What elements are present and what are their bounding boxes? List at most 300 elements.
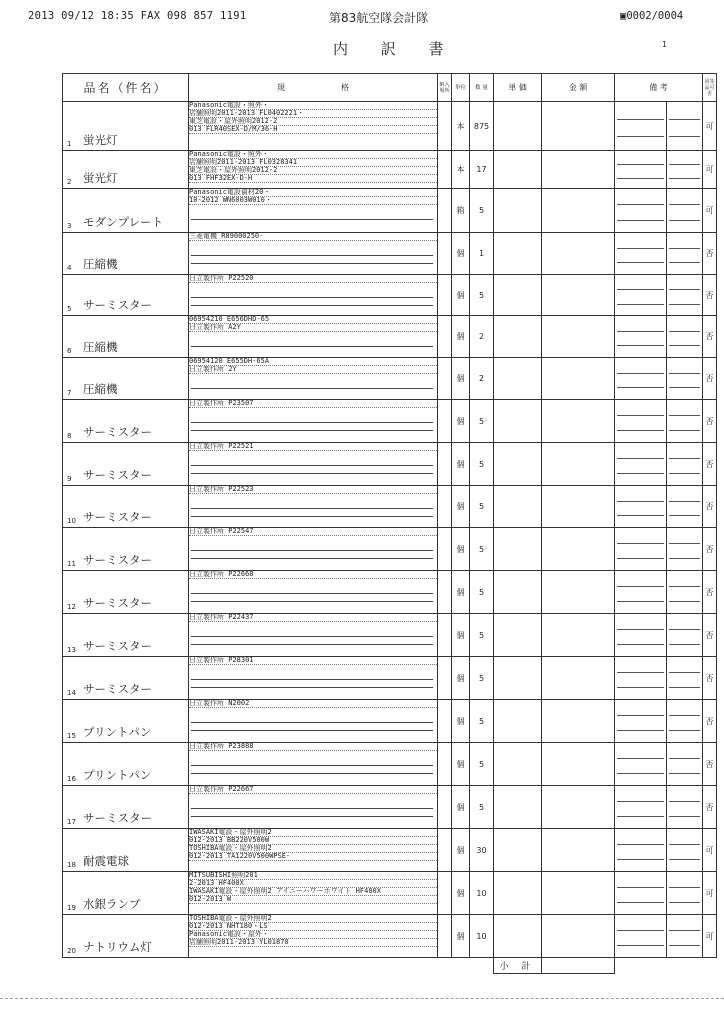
table-row (63, 486, 717, 528)
item-name: サーミスター (83, 639, 152, 653)
row-number: 14 (67, 689, 76, 697)
qty-cell: 2 (470, 358, 494, 400)
spec-cell (189, 915, 438, 958)
spec-line: 店舗照明2011-2013 FL0328341 (189, 159, 437, 167)
item-name-cell (63, 872, 189, 915)
qty-cell: 5 (470, 571, 494, 614)
spec-line: 日立製作所 P23507 (189, 400, 437, 408)
row-number: 8 (67, 432, 72, 440)
spec-line: 日立製作所 P22523 (189, 486, 437, 494)
qty-cell: 5 (470, 700, 494, 743)
delivery-cell (438, 358, 452, 400)
qty-cell: 5 (470, 275, 494, 316)
subtotal-blank (63, 958, 494, 974)
remark-cell (615, 400, 667, 443)
spec-line: 2-2013 HF400X (189, 880, 437, 888)
spec-rule (191, 516, 433, 517)
spec-rule (191, 430, 433, 431)
unit-price-cell (494, 400, 542, 443)
spec-cell (189, 614, 438, 657)
item-name-cell (63, 915, 189, 958)
delivery-cell (438, 233, 452, 275)
spec-rule (191, 473, 433, 474)
amount-cell (542, 786, 615, 829)
spec-cell (189, 786, 438, 829)
spec-line: 店舗照明2011-2013 FL0402221・ (189, 110, 437, 118)
row-number: 1 (67, 140, 72, 148)
fax-page-counter (620, 10, 683, 22)
amount-cell (542, 233, 615, 275)
item-name: サーミスター (83, 468, 152, 482)
table-row (63, 400, 717, 443)
compat-flag: 否 (703, 443, 717, 486)
unit-cell: 個 (452, 700, 470, 743)
spec-cell (189, 486, 438, 528)
qty-cell: 2 (470, 316, 494, 358)
amount-cell (542, 189, 615, 233)
qty-cell: 5 (470, 786, 494, 829)
item-name: プリントパン (83, 768, 152, 782)
remark-cell-2 (667, 528, 703, 571)
unit-price-cell (494, 358, 542, 400)
item-name-cell (63, 102, 189, 151)
compat-flag: 否 (703, 786, 717, 829)
spec-rule (191, 550, 433, 551)
page-number: 1 (662, 40, 668, 49)
subtotal-label: 小 計 (494, 958, 542, 974)
spec-line: 日立製作所 N2002 (189, 700, 437, 708)
amount-cell (542, 614, 615, 657)
spec-rule (191, 558, 433, 559)
delivery-cell (438, 151, 452, 189)
item-name-cell (63, 400, 189, 443)
qty-cell: 875 (470, 102, 494, 151)
item-name: サーミスター (83, 425, 152, 439)
amount-cell (542, 743, 615, 786)
unit-price-cell (494, 233, 542, 275)
item-name: サーミスター (83, 298, 152, 312)
amount-cell (542, 915, 615, 958)
remark-cell (615, 358, 667, 400)
unit-cell: 個 (452, 316, 470, 358)
remark-cell-2 (667, 275, 703, 316)
unit-price-cell (494, 571, 542, 614)
compat-flag: 否 (703, 486, 717, 528)
fax-datetime: 2013 09/12 18:35 FAX 098 857 1191 (28, 10, 247, 22)
header-item: 品名（件名） (63, 74, 189, 102)
spec-cell (189, 233, 438, 275)
unit-cell: 個 (452, 872, 470, 915)
fax-icon: ▣ (620, 10, 627, 22)
item-name-cell (63, 743, 189, 786)
unit-cell: 個 (452, 743, 470, 786)
compat-flag: 否 (703, 275, 717, 316)
delivery-cell (438, 872, 452, 915)
delivery-cell (438, 528, 452, 571)
spec-rule (191, 422, 433, 423)
spec-line: 10-2012 WN6003W010・ (189, 197, 437, 205)
spec-line: 日立製作所 2Y (189, 366, 437, 374)
unit-price-cell (494, 528, 542, 571)
spec-cell (189, 151, 438, 189)
item-name-cell (63, 614, 189, 657)
unit-cell: 個 (452, 657, 470, 700)
spec-rule (191, 465, 433, 466)
unit-cell: 個 (452, 915, 470, 958)
spec-line: 013 FHF32EX-D-H (189, 175, 437, 183)
remark-cell-2 (667, 102, 703, 151)
spec-line: 012-2013 BB220V500W (189, 837, 437, 845)
table-row (63, 275, 717, 316)
spec-cell (189, 829, 438, 872)
spec-rule (191, 601, 433, 602)
spec-rule (191, 593, 433, 594)
item-name: サーミスター (83, 682, 152, 696)
unit-price-cell (494, 700, 542, 743)
table-row (63, 151, 717, 189)
table-row (63, 528, 717, 571)
unit-price-cell (494, 786, 542, 829)
spec-line: 店舗照明2011-2013 YL01870 (189, 939, 437, 947)
spec-cell (189, 316, 438, 358)
remark-cell-2 (667, 700, 703, 743)
qty-cell: 5 (470, 189, 494, 233)
delivery-cell (438, 700, 452, 743)
unit-cell: 個 (452, 829, 470, 872)
remark-cell-2 (667, 358, 703, 400)
item-name: プリントパン (83, 725, 152, 739)
header-unit-price: 単 価 (494, 74, 542, 102)
amount-cell (542, 151, 615, 189)
row-number: 19 (67, 904, 76, 912)
amount-cell (542, 486, 615, 528)
unit-cell: 個 (452, 786, 470, 829)
unit-cell: 本 (452, 102, 470, 151)
fax-divider (0, 998, 724, 999)
remark-cell (615, 915, 667, 958)
item-name-cell (63, 486, 189, 528)
item-name: サーミスター (83, 553, 152, 567)
qty-cell: 1 (470, 233, 494, 275)
unit-cell: 個 (452, 233, 470, 275)
spec-cell (189, 358, 438, 400)
spec-cell (189, 189, 438, 233)
spec-line: IWASAKI電設・屋外照明2 アイニーハワーホワイト HF400X (189, 888, 437, 896)
item-name: 蛍光灯 (83, 171, 118, 185)
table-row (63, 358, 717, 400)
spec-cell (189, 743, 438, 786)
row-number: 10 (67, 517, 76, 525)
spec-cell (189, 571, 438, 614)
amount-cell (542, 443, 615, 486)
unit-cell: 個 (452, 400, 470, 443)
spec-rule (191, 636, 433, 637)
item-name-cell (63, 316, 189, 358)
delivery-cell (438, 743, 452, 786)
remark-cell-2 (667, 151, 703, 189)
unit-price-cell (494, 151, 542, 189)
item-name: 水銀ランプ (83, 897, 141, 911)
unit-price-cell (494, 443, 542, 486)
delivery-cell (438, 915, 452, 958)
qty-cell: 10 (470, 872, 494, 915)
unit-price-cell (494, 743, 542, 786)
spec-line: 東芝電設・屋外照明2012-2 (189, 167, 437, 175)
item-name-cell (63, 528, 189, 571)
spec-rule (191, 388, 433, 389)
spec-rule (191, 808, 433, 809)
delivery-cell (438, 189, 452, 233)
table-row (63, 189, 717, 233)
row-number: 18 (67, 861, 76, 869)
item-name: 圧縮機 (83, 257, 118, 271)
spec-line: 日立製作所 P22547 (189, 528, 437, 536)
remark-cell (615, 872, 667, 915)
delivery-cell (438, 657, 452, 700)
unit-cell: 個 (452, 275, 470, 316)
qty-cell: 5 (470, 743, 494, 786)
remark-cell-2 (667, 486, 703, 528)
item-name: 蛍光灯 (83, 133, 118, 147)
subtotal-amount (542, 958, 615, 974)
spec-cell (189, 872, 438, 915)
row-number: 12 (67, 603, 76, 611)
spec-line: Panasonic電設資材20・ (189, 189, 437, 197)
header-amount: 金 額 (542, 74, 615, 102)
compat-flag: 否 (703, 528, 717, 571)
spec-line: 三菱電機 R89000250- (189, 233, 437, 241)
spec-line: Panasonic電設・照外・ (189, 151, 437, 159)
qty-cell: 5 (470, 614, 494, 657)
compat-flag: 可 (703, 915, 717, 958)
delivery-cell (438, 443, 452, 486)
table-row (63, 657, 717, 700)
unit-price-cell (494, 829, 542, 872)
spec-cell (189, 102, 438, 151)
amount-cell (542, 872, 615, 915)
fax-sender: 第83航空隊会計隊 (329, 11, 429, 25)
spec-cell (189, 275, 438, 316)
spec-rule (191, 219, 433, 220)
remark-cell-2 (667, 189, 703, 233)
spec-cell (189, 528, 438, 571)
spec-rule (191, 765, 433, 766)
compat-flag: 可 (703, 189, 717, 233)
unit-price-cell (494, 316, 542, 358)
qty-cell: 17 (470, 151, 494, 189)
remark-cell (615, 151, 667, 189)
qty-cell: 30 (470, 829, 494, 872)
spec-line: 日立製作所 P23888 (189, 743, 437, 751)
header-spec: 規 格 (189, 74, 438, 102)
row-number: 13 (67, 646, 76, 654)
remark-cell (615, 786, 667, 829)
unit-price-cell (494, 614, 542, 657)
breakdown-table (62, 73, 717, 974)
amount-cell (542, 102, 615, 151)
spec-line: MITSUBISHI照明201 (189, 872, 437, 880)
remark-cell (615, 528, 667, 571)
qty-cell: 5 (470, 443, 494, 486)
spec-line: 012-2013 TA1220V500WPSE- (189, 853, 437, 861)
delivery-cell (438, 316, 452, 358)
spec-line: 日立製作所 P22667 (189, 786, 437, 794)
amount-cell (542, 571, 615, 614)
delivery-cell (438, 486, 452, 528)
item-name-cell (63, 358, 189, 400)
amount-cell (542, 400, 615, 443)
amount-cell (542, 829, 615, 872)
table-row (63, 700, 717, 743)
amount-cell (542, 358, 615, 400)
item-name: 圧縮機 (83, 340, 118, 354)
header-remarks: 備 考 (615, 74, 703, 102)
item-name-cell (63, 700, 189, 743)
spec-line: IWASAKI電設・屋外照明2 (189, 829, 437, 837)
spec-line: 日立製作所 A2Y (189, 324, 437, 332)
spec-rule (191, 730, 433, 731)
compat-flag: 否 (703, 614, 717, 657)
spec-line: 06954210 E656DHD-65 (189, 316, 437, 324)
remark-cell-2 (667, 443, 703, 486)
compat-flag: 否 (703, 233, 717, 275)
unit-cell: 個 (452, 528, 470, 571)
compat-flag: 否 (703, 358, 717, 400)
spec-line: 012-2013 NHT180・LS (189, 923, 437, 931)
unit-cell: 個 (452, 486, 470, 528)
amount-cell (542, 316, 615, 358)
item-name: 耐震電球 (83, 854, 129, 868)
item-name: モダンプレート (83, 215, 164, 229)
table-row (63, 571, 717, 614)
remark-cell-2 (667, 316, 703, 358)
amount-cell (542, 700, 615, 743)
spec-rule (191, 297, 433, 298)
remark-cell (615, 700, 667, 743)
row-number: 20 (67, 947, 76, 955)
compat-flag: 否 (703, 700, 717, 743)
item-name: 圧縮機 (83, 382, 118, 396)
row-number: 7 (67, 389, 72, 397)
table-row (63, 872, 717, 915)
row-number: 15 (67, 732, 76, 740)
table-row (63, 915, 717, 958)
qty-cell: 10 (470, 915, 494, 958)
spec-rule (191, 305, 433, 306)
compat-flag: 可 (703, 151, 717, 189)
item-name-cell (63, 786, 189, 829)
item-name: サーミスター (83, 596, 152, 610)
row-number: 5 (67, 305, 72, 313)
spec-line: 013 FLR40SEX-D/M/36-H (189, 126, 437, 134)
remark-cell (615, 829, 667, 872)
header-delivery: 納入場所 (438, 74, 452, 102)
remark-cell (615, 486, 667, 528)
remark-cell (615, 614, 667, 657)
spec-line: 06954120 E655DH-65A (189, 358, 437, 366)
spec-line: TOSHIBA電設・屋外照明2 (189, 845, 437, 853)
amount-cell (542, 275, 615, 316)
delivery-cell (438, 275, 452, 316)
remark-cell-2 (667, 571, 703, 614)
spec-line: Panasonic電設・屋外・ (189, 931, 437, 939)
spec-cell (189, 700, 438, 743)
row-number: 9 (67, 475, 72, 483)
compat-flag: 可 (703, 829, 717, 872)
qty-cell: 5 (470, 657, 494, 700)
item-name-cell (63, 657, 189, 700)
spec-line: TOSHIBA電設・屋外照明2 (189, 915, 437, 923)
remark-cell-2 (667, 915, 703, 958)
unit-cell: 個 (452, 614, 470, 657)
item-name-cell (63, 189, 189, 233)
spec-cell (189, 657, 438, 700)
item-name-cell (63, 233, 189, 275)
qty-cell: 5 (470, 528, 494, 571)
item-name-cell (63, 571, 189, 614)
spec-line: 東芝電設・屋外照明2012-2 (189, 118, 437, 126)
unit-cell: 個 (452, 358, 470, 400)
remark-cell (615, 657, 667, 700)
item-name: サーミスター (83, 811, 152, 825)
table-row (63, 614, 717, 657)
spec-rule (191, 255, 433, 256)
spec-line: 日立製作所 P28301 (189, 657, 437, 665)
spec-cell (189, 443, 438, 486)
delivery-cell (438, 786, 452, 829)
delivery-cell (438, 400, 452, 443)
item-name-cell (63, 275, 189, 316)
spec-line: 日立製作所 P22668 (189, 571, 437, 579)
delivery-cell (438, 614, 452, 657)
spec-line: Panasonic電設・照外・ (189, 102, 437, 110)
table-row (63, 743, 717, 786)
spec-rule (191, 687, 433, 688)
remark-cell-2 (667, 872, 703, 915)
table-row (63, 443, 717, 486)
spec-rule (191, 346, 433, 347)
spec-line: 012-2013 W (189, 896, 437, 904)
qty-cell: 5 (470, 400, 494, 443)
spec-rule (191, 644, 433, 645)
table-row (63, 233, 717, 275)
unit-price-cell (494, 486, 542, 528)
unit-cell: 箱 (452, 189, 470, 233)
table-row (63, 316, 717, 358)
remark-cell (615, 102, 667, 151)
unit-cell: 個 (452, 571, 470, 614)
row-number: 16 (67, 775, 76, 783)
compat-flag: 可 (703, 872, 717, 915)
item-name-cell (63, 829, 189, 872)
item-name: サーミスター (83, 510, 152, 524)
header-row (63, 74, 717, 102)
remark-cell-2 (667, 743, 703, 786)
spec-rule (191, 816, 433, 817)
compat-flag: 否 (703, 657, 717, 700)
unit-cell: 本 (452, 151, 470, 189)
spec-line: 日立製作所 P22437 (189, 614, 437, 622)
remark-cell-2 (667, 786, 703, 829)
amount-cell (542, 657, 615, 700)
unit-cell: 個 (452, 443, 470, 486)
remark-cell-2 (667, 829, 703, 872)
spec-line: 日立製作所 P22520 (189, 275, 437, 283)
remark-cell (615, 189, 667, 233)
table-row (63, 102, 717, 151)
remark-cell (615, 443, 667, 486)
unit-price-cell (494, 189, 542, 233)
